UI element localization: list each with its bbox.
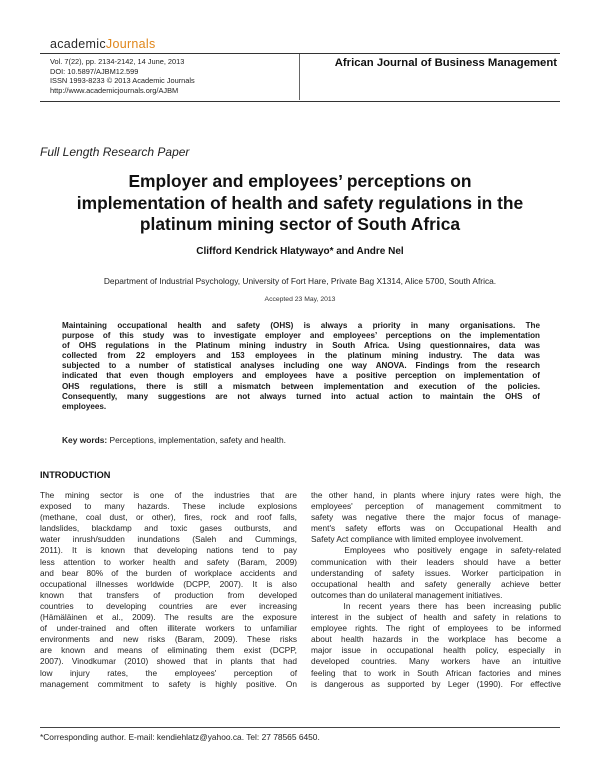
body-line: employees' perception of management commitment to — [311, 501, 561, 512]
body-line: developed countries. Many workers have an intuitive — [311, 656, 561, 667]
abstract-line: of OHS regulations in the Platinum mining industry in South Africa. Using questionnaires, data was — [62, 341, 540, 351]
footnote-rule — [40, 727, 560, 728]
body-line: occupational health and safety generally achieve better — [311, 578, 561, 589]
body-line: are known and means of eliminating them exist (DCPP, — [40, 645, 297, 656]
body-line: Employees who positively engage in safety-related — [311, 545, 561, 556]
body-line: management commitment to safety is highly positive. On — [40, 678, 297, 689]
section-heading-introduction: INTRODUCTION — [40, 470, 111, 480]
body-line: (methane, coal dust, or other), fires, rock and roof falls, — [40, 512, 297, 523]
body-line: countries to developing countries are ever increasing — [40, 600, 297, 611]
title-line: implementation of health and safety regulations in the — [76, 192, 524, 213]
body-line: less attention to worker health and safety (Baram, 2009) — [40, 556, 297, 567]
abstract-line: OHS regulations, there is still a mismatch between implementation and execution of the policies. — [62, 381, 540, 391]
body-line: low injury rates, the employees' perception of — [40, 667, 297, 678]
body-column-right — [311, 490, 561, 690]
body-line: In recent years there has been increasing public — [311, 600, 561, 611]
abstract — [62, 321, 540, 412]
logo-part-journals: Journals — [105, 37, 156, 51]
paper-title — [40, 171, 560, 236]
publication-meta — [50, 57, 195, 95]
journal-logo — [50, 37, 156, 51]
abstract-line: purpose of this study was to investigate employer and employees’ perceptions on the implementation — [62, 331, 540, 341]
body-line: occupational illnesses worldwide (DCPP, 2007). It is also — [40, 578, 297, 589]
affiliation: Department of Industrial Psychology, University of Fort Hare, Private Bag X1314, Alice 5700, South Africa. — [103, 276, 497, 286]
body-line: 2007). Vinodkumar (2010) showed that in plants that had — [40, 656, 297, 667]
abstract-line: subjected to a number of statistical analyses including one way ANOVA. Findings from the research — [62, 361, 540, 371]
body-line: 2011). It is known that developing nations tend to pay — [40, 545, 297, 556]
body-line: exposed to many hazards. These include explosions — [40, 501, 297, 512]
body-line: the other hand, in plants where injury rates were high, the — [311, 490, 561, 500]
abstract-line: employees. — [62, 401, 107, 411]
body-line: understanding of safety issues. Worker participation in — [311, 567, 561, 578]
corresponding-author-footnote: *Corresponding author. E-mail: kendiehlatz@yahoo.ca. Tel: 27 78565 6450. — [40, 732, 320, 742]
keywords-label: Key words: — [62, 435, 108, 445]
body-line: water inrush/sudden inundations (Saleh and Cummings, — [40, 534, 297, 545]
body-line: interest in the subject of health and safety in relations to — [311, 612, 561, 623]
paper-type: Full Length Research Paper — [40, 145, 190, 159]
title-line: Employer and employees’ perceptions on — [128, 171, 472, 191]
keywords-list: Perceptions, implementation, safety and health. — [107, 435, 286, 445]
accepted-date: Accepted 23 May, 2013 — [264, 296, 336, 303]
journal-name: African Journal of Business Management — [334, 57, 557, 69]
body-line: (Hämäläinen et al., 2009). The results are the exposure — [40, 612, 297, 623]
body-line: and bear 80% of the burden of workplace accidents and — [40, 567, 297, 578]
authors: Clifford Kendrick Hlatywayo* and Andre Nel — [196, 246, 404, 257]
body-line: feeling that to work in South African factories and mines — [311, 667, 561, 678]
header-rule-bottom — [40, 101, 560, 102]
body-line: major issue in occupational health policy, especially in — [311, 645, 561, 656]
body-line: environments and new risks (Baram, 2009). These risks — [40, 634, 297, 645]
body-line: ment's safety efforts was on Occupational Health and — [311, 523, 561, 534]
body-line: is dangerous as supported by Leger (1990). For effective — [311, 678, 561, 689]
body-line: communication with their leaders should have a better — [311, 556, 561, 567]
logo-part-academic: academic — [50, 37, 106, 51]
meta-issn: ISSN 1993-8233 © 2013 Academic Journals — [50, 76, 195, 86]
meta-url[interactable]: http://www.academicjournals.org/AJBM — [50, 85, 179, 95]
meta-volume: Vol. 7(22), pp. 2134-2142, 14 June, 2013 — [50, 57, 185, 66]
header-divider — [299, 54, 300, 100]
body-line: safety was negative there the major focus of manage- — [311, 512, 561, 523]
body-line: Safety Act compliance with limited employee involvement. — [311, 534, 524, 545]
body-line: about health hazards in the workplace has become a — [311, 634, 561, 645]
title-line: platinum mining sector of South Africa — [139, 214, 461, 234]
body-line: The mining sector is one of the industries that are — [40, 490, 297, 500]
abstract-line: collected from 22 employers and 153 employees in the platinum mining industry. The data was — [62, 351, 540, 361]
body-line: outcomes than do unilateral management initiatives. — [311, 589, 503, 600]
abstract-line: Consequently, many suggestions are not always turned into actual action to maintain the OHS of — [62, 391, 540, 401]
abstract-line: indicated that even though employers and employees have a positive perception on implementation of — [62, 371, 540, 381]
meta-doi: DOI: 10.5897/AJBM12.599 — [50, 66, 139, 76]
header-rule-top — [40, 53, 560, 54]
body-line: employee rights. The right of employees to be informed — [311, 623, 561, 634]
body-line: of under-trained and often illiterate workers to unfamiliar — [40, 623, 297, 634]
body-line: landslides, blackdamp and toxic gases outbursts, and — [40, 523, 297, 534]
keywords — [62, 435, 286, 445]
body-line: known that transfers of production from developed — [40, 589, 297, 600]
body-column-left — [40, 490, 297, 690]
abstract-line: Maintaining occupational health and safety (OHS) is always a priority in many organisations. The — [62, 321, 540, 330]
